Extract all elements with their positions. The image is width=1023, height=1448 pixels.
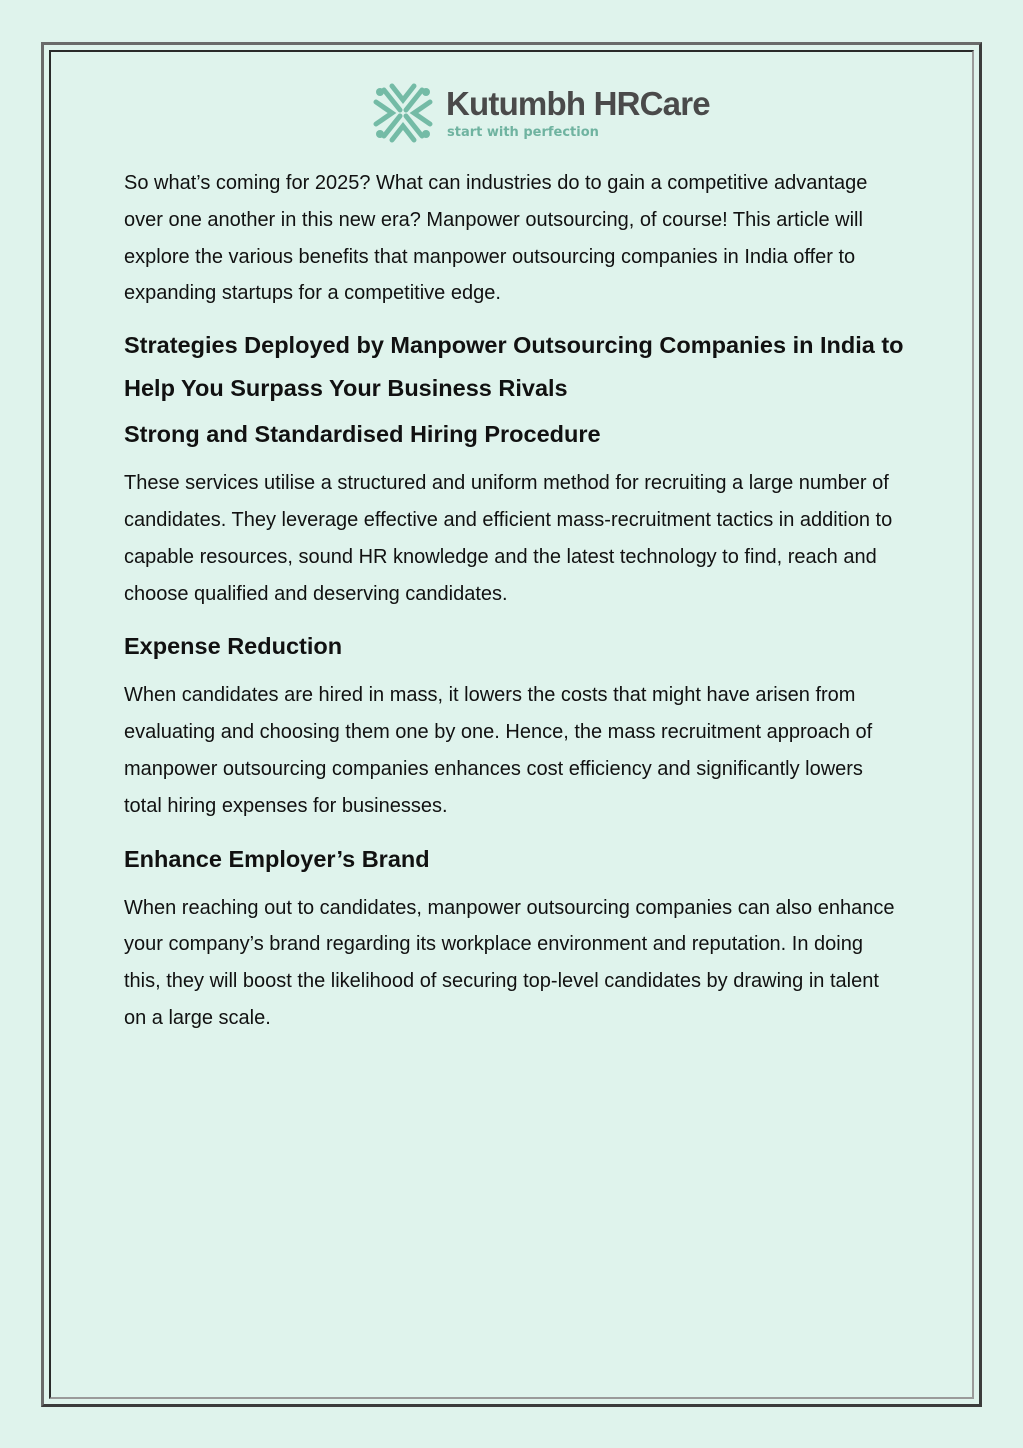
section-heading-brand: Enhance Employer’s Brand — [124, 845, 430, 872]
brand-logo — [370, 80, 730, 150]
article-heading: Strategies Deployed by Manpower Outsourcing Companies in India to Help You Surpass Your Business Rivals — [124, 332, 904, 401]
section-body-brand: When reaching out to candidates, manpower outsourcing companies can also enhance your company’s brand regarding its workplace environment and reputation. In doing this, they will boost the likelihood of securing top-level candidates by drawing in talent on a large scale. — [124, 896, 895, 1029]
section-heading-expense: Expense Reduction — [124, 633, 343, 660]
brand-tagline: start with perfection — [447, 125, 599, 140]
article-body — [124, 165, 904, 1037]
logo-mark-icon — [370, 80, 436, 146]
section-heading-hiring: Strong and Standardised Hiring Procedure — [124, 421, 601, 448]
brand-name: Kutumbh HRCare — [446, 85, 710, 122]
intro-paragraph: So what’s coming for 2025? What can industries do to gain a competitive advantage over one another in this new era? Manpower outsourcing, of course! This article will explore the various benefits that manpower outsourcing companies in India offer to expanding startups for a competitive edge. — [124, 172, 868, 305]
section-body-hiring: These services utilise a structured and uniform method for recruiting a large number of candidates. They leverage effective and efficient mass-recruitment tactics in addition to capable resources, sound HR knowledge and the latest technology to find, reach and choose qualified and deserving candidates. — [124, 472, 893, 605]
section-body-expense: When candidates are hired in mass, it lowers the costs that might have arisen from evaluating and choosing them one by one. Hence, the mass recruitment approach of manpower outsourcing companies enhances cost efficiency and significantly lowers total hiring expenses for businesses. — [124, 684, 873, 817]
